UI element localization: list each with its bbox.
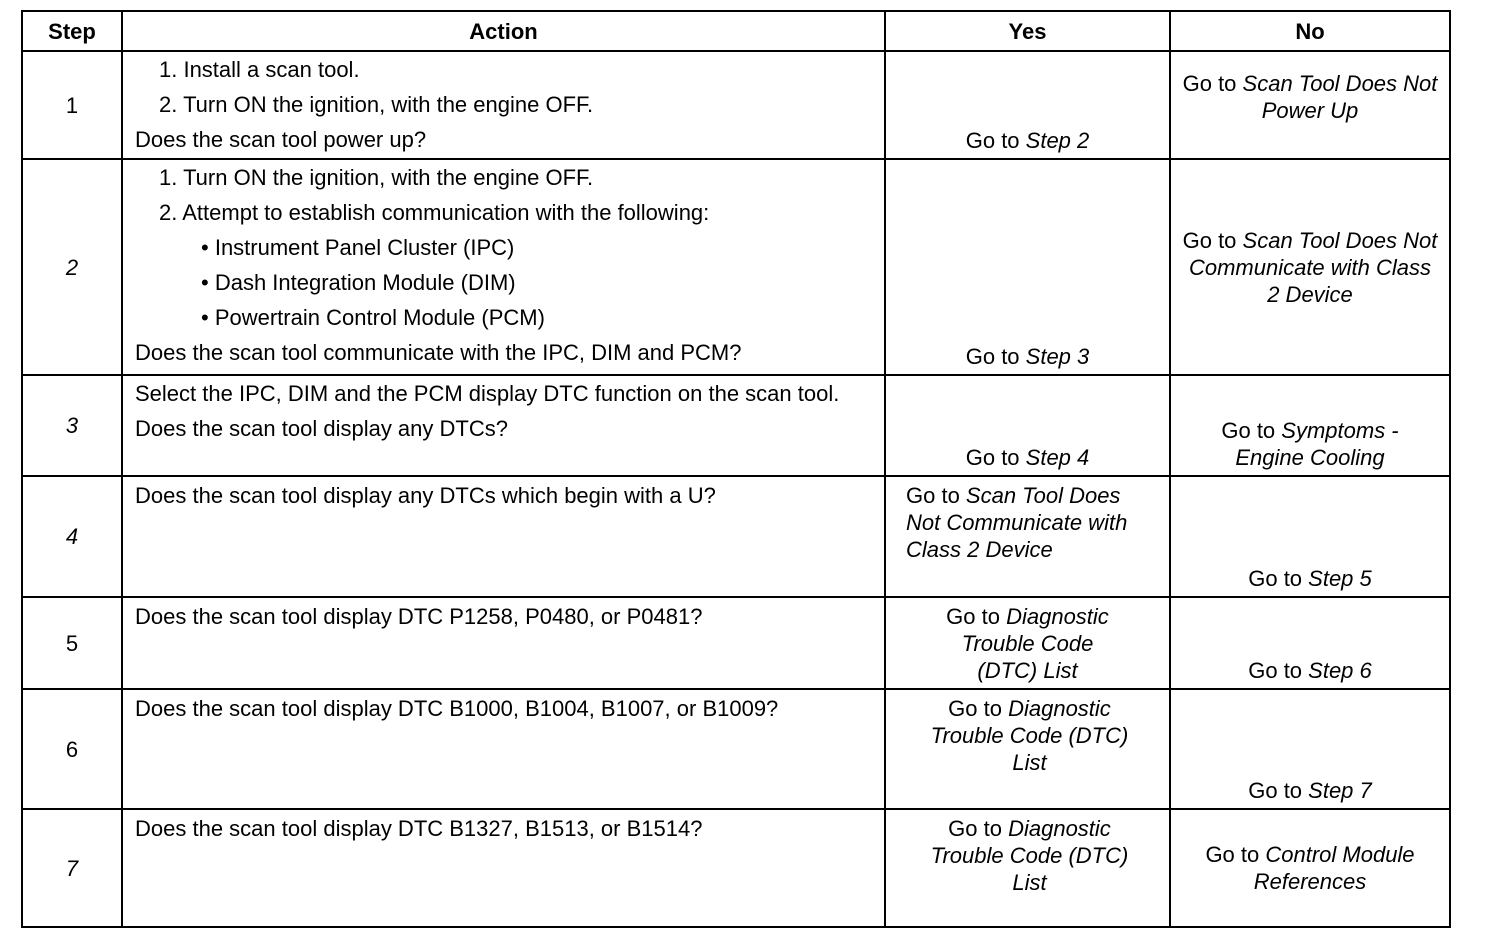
yes-cell [885, 689, 1170, 809]
no-cell [1170, 159, 1450, 375]
yes-cell [885, 597, 1170, 689]
action-cell [122, 51, 885, 159]
yes-link[interactable]: Step 3 [1025, 344, 1090, 369]
yes-link[interactable]: Step 4 [1025, 445, 1090, 470]
action-cell [122, 375, 885, 476]
action-cell [122, 809, 885, 927]
action-line: 1. Install a scan tool. [159, 57, 360, 82]
step-number: 4 [22, 476, 122, 597]
no-cell [1170, 375, 1450, 476]
action-line: 2. Attempt to establish communication with the following: [159, 200, 710, 225]
no-cell [1170, 597, 1450, 689]
step-number: 5 [22, 597, 122, 689]
no-cell [1170, 809, 1450, 927]
yes-result[interactable]: Go to Diagnostic Trouble Code (DTC) List [930, 696, 1129, 775]
yes-cell [885, 375, 1170, 476]
action-line: 1. Turn ON the ignition, with the engine OFF. [159, 165, 594, 190]
action-question: Does the scan tool display any DTCs? [135, 416, 508, 441]
yes-result[interactable]: Go to Step 2 [965, 128, 1090, 153]
action-line: 2. Turn ON the ignition, with the engine OFF. [159, 92, 594, 117]
step-number: 1 [22, 51, 122, 159]
action-bullet: • Instrument Panel Cluster (IPC) [201, 235, 515, 260]
action-question: Does the scan tool power up? [135, 127, 427, 152]
yes-cell [885, 476, 1170, 597]
yes-cell [885, 159, 1170, 375]
no-link[interactable]: Control Module References [1253, 842, 1415, 894]
no-result[interactable]: Go to Symptoms - Engine Cooling [1221, 418, 1399, 470]
yes-result[interactable]: Go to Diagnostic Trouble Code (DTC) List [930, 816, 1129, 895]
no-result[interactable]: Go to Scan Tool Does Not Power Up [1182, 71, 1438, 123]
yes-link[interactable]: Diagnostic Trouble Code (DTC) List [930, 696, 1129, 775]
yes-result[interactable]: Go to Scan Tool Does Not Communicate with Class 2 Device [906, 483, 1128, 562]
yes-result[interactable]: Go to Diagnostic Trouble Code (DTC) List [946, 604, 1109, 683]
action-question: Does the scan tool display DTC B1000, B1004, B1007, or B1009? [135, 696, 779, 721]
diagnostic-table [21, 10, 1451, 928]
action-cell [122, 689, 885, 809]
header-action: Action [122, 11, 885, 51]
action-bullet: • Dash Integration Module (DIM) [201, 270, 516, 295]
yes-cell [885, 809, 1170, 927]
no-cell [1170, 689, 1450, 809]
table-row [22, 476, 1450, 597]
header-yes: Yes [885, 11, 1170, 51]
no-cell [1170, 476, 1450, 597]
yes-result[interactable]: Go to Step 3 [965, 344, 1090, 369]
action-cell [122, 597, 885, 689]
no-link[interactable]: Step 6 [1308, 658, 1372, 683]
action-question: Does the scan tool display any DTCs which begin with a U? [135, 483, 716, 508]
action-bullet: • Powertrain Control Module (PCM) [201, 305, 545, 330]
action-question: Does the scan tool communicate with the IPC, DIM and PCM? [135, 340, 742, 365]
table-row [22, 375, 1450, 476]
table-row [22, 597, 1450, 689]
action-line: Select the IPC, DIM and the PCM display DTC function on the scan tool. [135, 381, 840, 406]
action-question: Does the scan tool display DTC B1327, B1513, or B1514? [135, 816, 703, 841]
step-number: 7 [22, 809, 122, 927]
action-question: Does the scan tool display DTC P1258, P0480, or P0481? [135, 604, 703, 629]
action-cell [122, 159, 885, 375]
yes-link[interactable]: Step 2 [1025, 128, 1090, 153]
no-link[interactable]: Scan Tool Does Not Communicate with Class 2 Device [1188, 227, 1438, 307]
table-row [22, 689, 1450, 809]
yes-link[interactable]: Diagnostic Trouble Code (DTC) List [930, 816, 1129, 895]
no-link[interactable]: Step 7 [1308, 778, 1372, 803]
no-result[interactable]: Go to Step 5 [1248, 566, 1372, 591]
no-result[interactable]: Go to Control Module References [1205, 842, 1415, 894]
no-result[interactable]: Go to Step 6 [1248, 658, 1372, 683]
no-link[interactable]: Scan Tool Does Not Power Up [1242, 71, 1438, 123]
yes-link[interactable]: Diagnostic Trouble Code (DTC) List [961, 604, 1109, 683]
header-step: Step [22, 11, 122, 51]
no-link[interactable]: Step 5 [1308, 566, 1372, 591]
header-row [22, 11, 1450, 51]
no-result[interactable]: Go to Scan Tool Does Not Communicate with Class 2 Device [1182, 227, 1438, 307]
no-result[interactable]: Go to Step 7 [1248, 778, 1372, 803]
step-number: 3 [22, 375, 122, 476]
yes-link[interactable]: Scan Tool Does Not Communicate with Class 2 Device [906, 483, 1128, 562]
no-cell [1170, 51, 1450, 159]
header-no: No [1170, 11, 1450, 51]
yes-cell [885, 51, 1170, 159]
action-cell [122, 476, 885, 597]
no-link[interactable]: Symptoms - Engine Cooling [1235, 418, 1399, 470]
step-number: 2 [22, 159, 122, 375]
table-row [22, 51, 1450, 159]
step-number: 6 [22, 689, 122, 809]
yes-result[interactable]: Go to Step 4 [965, 445, 1090, 470]
table-row [22, 159, 1450, 375]
table-row [22, 809, 1450, 927]
